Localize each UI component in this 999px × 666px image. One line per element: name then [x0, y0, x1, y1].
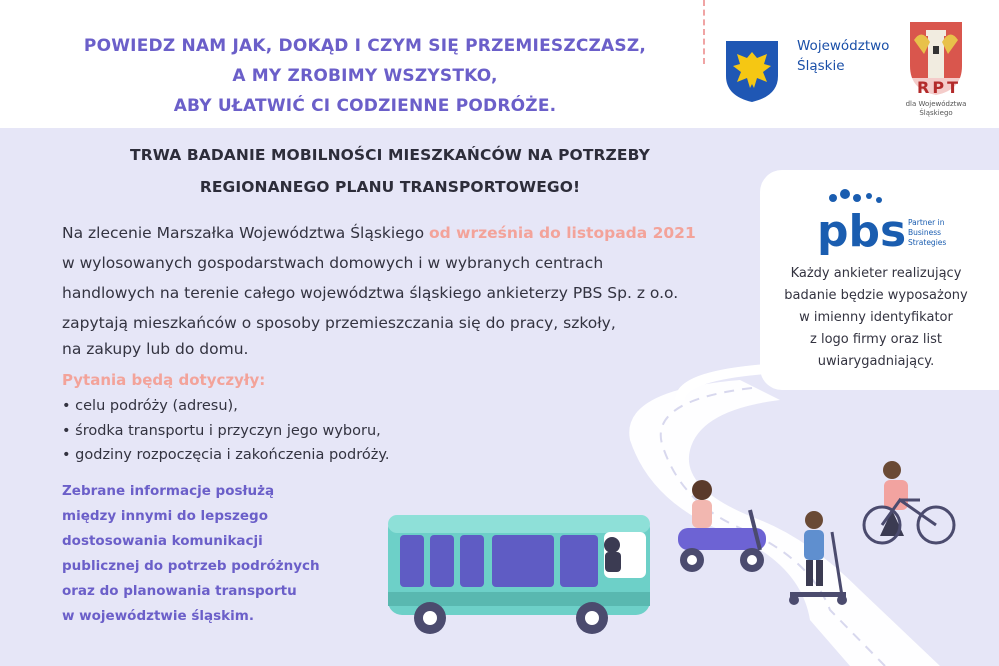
pbs-tagline-1: Partner in — [908, 218, 945, 227]
intro-line-1 — [62, 224, 696, 242]
pbs-logo-icon — [815, 186, 915, 258]
rpt-letters: RPT — [908, 78, 970, 97]
headline-line-1: POWIEDZ NAM JAK, DOKĄD I CZYM SIĘ PRZEMIESZCZASZ, — [83, 36, 647, 56]
question-item-1: • celu podróży (adresu), — [62, 398, 238, 414]
pbs-tagline — [908, 218, 978, 248]
pbs-note-line-3: w imienny identyfikator — [799, 310, 953, 325]
pbs-tagline-2: Business — [908, 228, 942, 237]
question-item-3: • godziny rozpoczęcia i zakończenia podróży. — [62, 447, 390, 463]
woj-name-line-1: Województwo — [797, 38, 890, 54]
woj-name-line-2: Śląskie — [797, 58, 845, 74]
bus-icon — [388, 515, 650, 634]
pbs-note-line-5: uwiarygadniający. — [817, 354, 935, 369]
pbs-note-line-1: Każdy ankieter realizujący — [790, 266, 962, 281]
closing-line-2: między innymi do lepszego — [62, 508, 268, 524]
cyclist-icon — [864, 461, 954, 543]
intro-line-5: na zakupy lub do domu. — [62, 340, 249, 358]
survey-title-line-2: REGIONANEGO PLANU TRANSPORTOWEGO! — [199, 178, 581, 196]
closing-line-4: publicznej do potrzeb podróżnych — [62, 558, 320, 574]
intro-line-3: handlowych na terenie całego województwa śląskiego ankieterzy PBS Sp. z o.o. — [62, 284, 679, 302]
rpt-subtitle-line-1: dla Województwa — [905, 100, 967, 108]
headline-line-3: ABY UŁATWIĆ CI CODZIENNE PODRÓŻE. — [173, 96, 557, 116]
headline-line-2: A MY ZROBIMY WSZYSTKO, — [232, 66, 498, 86]
intro-highlight: od września do listopada 2021 — [428, 224, 696, 242]
closing-line-6: w województwie śląskim. — [62, 608, 254, 624]
intro-line-4: zapytają mieszkańców o sposoby przemieszczania się do pracy, szkoły, — [62, 314, 616, 332]
intro-line-2: w wylosowanych gospodarstwach domowych i w wybranych centrach — [62, 254, 604, 272]
survey-title-line-1: TRWA BADANIE MOBILNOŚCI MIESZKAŃCÓW NA POTRZEBY — [130, 146, 650, 164]
transport-illustration — [380, 360, 999, 666]
closing-line-3: dostosowania komunikacji — [62, 533, 263, 549]
intro-prefix: Na zlecenie Marszałka Województwa Śląskiego — [62, 224, 429, 242]
pbs-logo-text: pbs — [817, 206, 907, 257]
closing-line-1: Zebrane informacje posłużą — [62, 483, 275, 499]
question-item-2: • środka transportu i przyczyn jego wyboru, — [62, 423, 381, 439]
eagle-crest-icon — [723, 38, 781, 104]
rpt-subtitle-line-2: Śląskiego — [919, 109, 953, 117]
questions-heading: Pytania będą dotyczyły: — [62, 371, 266, 389]
pbs-note-line-2: badanie będzie wyposażony — [784, 288, 968, 303]
closing-line-5: oraz do planowania transportu — [62, 583, 297, 599]
pbs-note-line-4: z logo firmy oraz list — [810, 332, 942, 347]
pbs-tagline-3: Strategies — [908, 238, 947, 247]
